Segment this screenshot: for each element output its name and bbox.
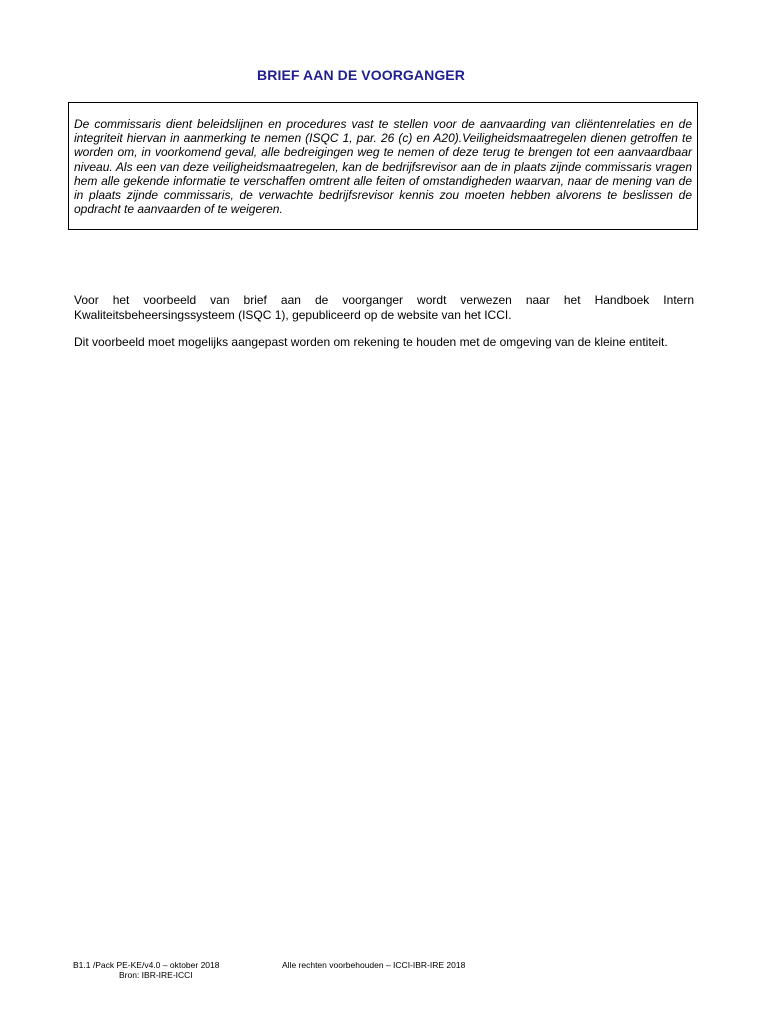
footer-left — [73, 960, 219, 980]
intro-box — [68, 102, 698, 230]
footer-source: Bron: IBR-IRE-ICCI — [119, 970, 193, 980]
footer-reference: B1.1 /Pack PE-KE/v4.0 – oktober 2018 — [73, 960, 220, 970]
body-paragraph-adaptation: Dit voorbeeld moet mogelijks aangepast worden om rekening te houden met de omgeving van de kleine entiteit. — [74, 335, 668, 349]
footer-rights: Alle rechten voorbehouden – ICCI-IBR-IRE 2018 — [282, 960, 466, 970]
page-title: BRIEF AAN DE VOORGANGER — [257, 67, 465, 83]
intro-text: De commissaris dient beleidslijnen en procedures vast te stellen voor de aanvaarding van cliëntenrelaties en de integriteit hiervan in aanmerking te nemen (ISQC 1, par. 26 (c) en A20).Veiligheidsmaatregelen dienen getroffen te worden om, in voorkomend geval, alle bedreigingen weg te nemen of deze terug te brengen tot een aanvaardbaar niveau. Als een van deze veiligheidsmaatregelen, kan de bedrijfsrevisor aan de in plaats zijnde commissaris vragen hem alle gekende informatie te verschaffen omtrent alle feiten of omstandigheden waarvan, naar de mening van de in plaats zijnde commissaris, de verwachte bedrijfsrevisor kennis zou moeten hebben alvorens te beslissen de opdracht te aanvaarden of te weigeren. — [74, 117, 692, 217]
body-paragraph-reference: Voor het voorbeeld van brief aan de voorganger wordt verwezen naar het Handboek Intern Kwaliteitsbeheersingssysteem (ISQC 1), gepubliceerd op de website van het ICCI. — [74, 293, 694, 322]
